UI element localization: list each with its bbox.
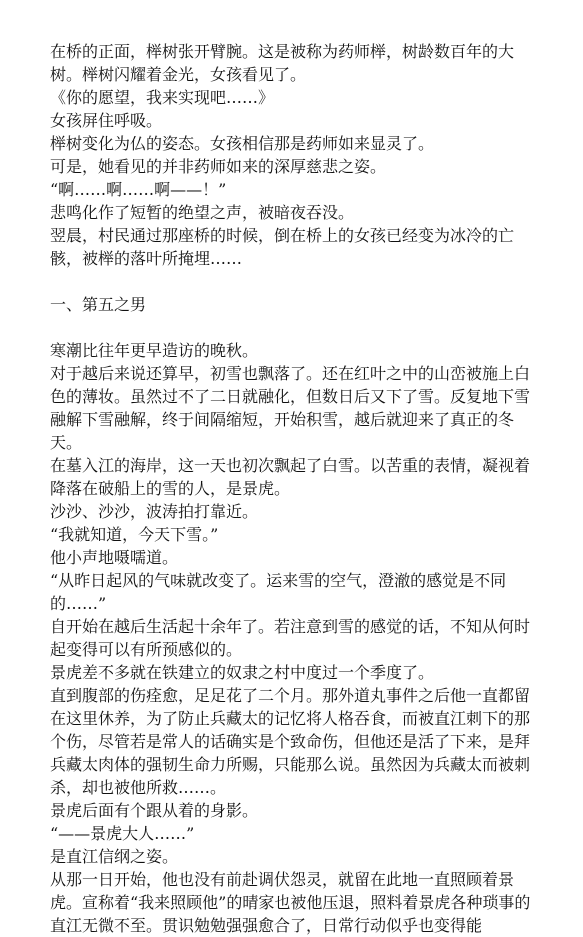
- paragraph: 悲鸣化作了短暂的绝望之声，被暗夜吞没。: [50, 203, 355, 222]
- paragraphs-before: [50, 40, 536, 270]
- paragraph: 可是，她看见的并非药师如来的深厚慈悲之姿。: [50, 157, 387, 176]
- paragraph: 是直江信纲之姿。: [50, 847, 179, 866]
- chapter-heading: 一、第五之男: [50, 295, 147, 314]
- paragraph: “从昨日起风的气味就改变了。运来雪的空气，澄澈的感觉是不同的……”: [50, 571, 507, 613]
- paragraph: 景虎后面有个跟从着的身影。: [50, 801, 259, 820]
- paragraph: 《你的愿望，我来实现吧……》: [50, 88, 275, 107]
- paragraph: 女孩屏住呼吸。: [50, 111, 163, 130]
- paragraph: 直到腹部的伤痊愈，足足花了二个月。那外道丸事件之后他一直都留在这里休养，为了防止兵藏太的记忆将人格吞食，而被直江刺下的那个伤，尽管若是常人的话确实是个致命伤，但他还是活了下来，是拜兵藏太肉体的强韧生命力所赐，只能那么说。虽然因为兵藏太而被刺杀，却也被他所救……。: [50, 686, 531, 797]
- paragraphs-after: [50, 339, 536, 937]
- paragraph: 自开始在越后生活起十余年了。若注意到雪的感觉的话，不知从何时起变得可以有所预感似的。: [50, 617, 531, 659]
- paragraph: 从那一日开始，他也没有前赴调伏怨灵，就留在此地一直照顾着景虎。宣称着“我来照顾他”的晴家也被他压退，照料着景虎各种琐事的直江无微不至。贯识勉勉强强愈合了，日常行动似乎也变得能: [50, 870, 531, 935]
- document-page: [50, 40, 536, 937]
- paragraph: 寒潮比往年更早造访的晚秋。: [50, 341, 259, 360]
- paragraph: “啊……啊……啊——！”: [50, 180, 227, 199]
- paragraph: 翌晨，村民通过那座桥的时候，倒在桥上的女孩已经变为冰冷的亡骸，被榉的落叶所掩埋……: [50, 226, 515, 268]
- paragraph: 景虎差不多就在铁建立的奴隶之村中度过一个季度了。: [50, 663, 435, 682]
- paragraph: 对于越后来说还算早，初雪也飘落了。还在红叶之中的山峦被施上白色的薄妆。虽然过不了二日就融化，但数日后又下了雪。反复地下雪融解下雪融解，终于间隔缩短，开始积雪，越后就迎来了真正的冬天。: [50, 364, 531, 452]
- paragraph: “——景虎大人……”: [50, 824, 195, 843]
- blank-line: [50, 270, 536, 293]
- paragraph: 榉树变化为仏的姿态。女孩相信那是药师如来显灵了。: [50, 134, 435, 153]
- paragraph: 在墓入江的海岸，这一天也初次飘起了白雪。以苦重的表情，凝视着降落在破船上的雪的人，是景虎。: [50, 456, 531, 498]
- paragraph: 沙沙、沙沙，波涛拍打靠近。: [50, 502, 259, 521]
- blank-line: [50, 316, 536, 339]
- paragraph: “我就知道，今天下雪。”: [50, 525, 219, 544]
- paragraph: 他小声地嗫嚅道。: [50, 548, 179, 567]
- paragraph: 在桥的正面，榉树张开臂腕。这是被称为药师榉，树龄数百年的大树。榉树闪耀着金光，女孩看见了。: [50, 42, 515, 84]
